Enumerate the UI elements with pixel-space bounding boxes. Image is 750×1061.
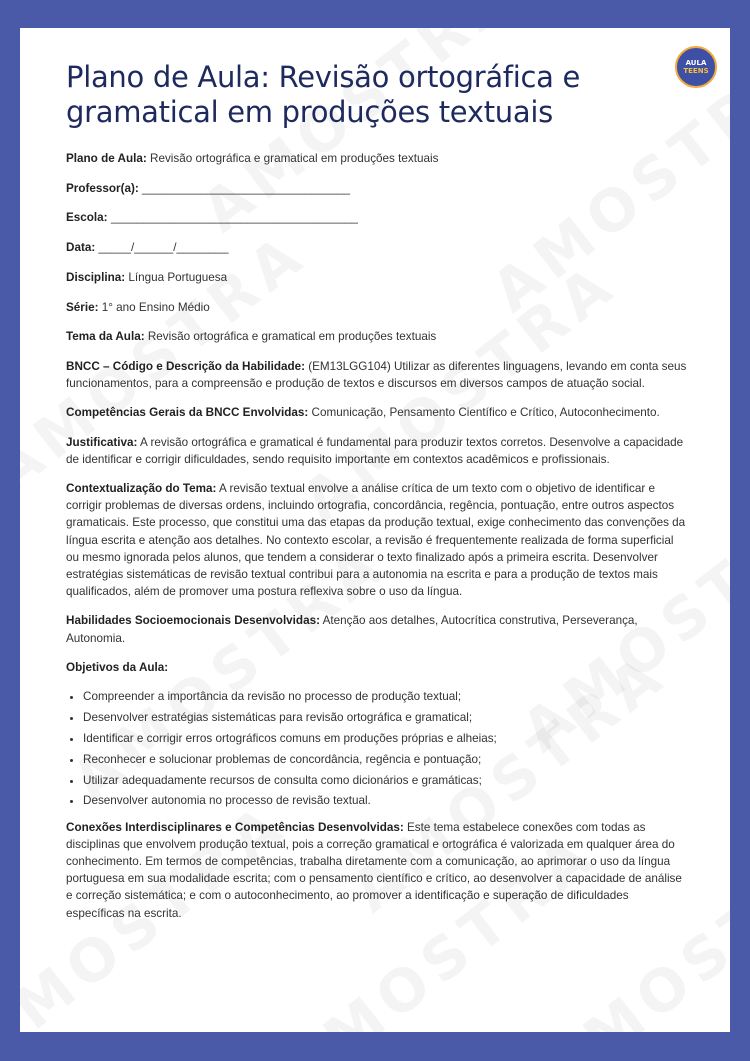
field-label: BNCC – Código e Descrição da Habilidade: [66,359,305,373]
field-value: ______________________________________ [107,211,358,225]
field-data [66,239,688,256]
field-value: _____/______/________ [95,241,229,255]
field-justificativa [66,434,688,468]
list-item: • Reconhecer e solucionar problemas de concordância, regência e pontuação; [83,751,688,768]
field-tema [66,328,688,345]
field-disciplina [66,269,688,286]
field-label: Objetivos da Aula: [66,660,169,674]
list-item: • Compreender a importância da revisão no processo de produção textual; [83,688,688,705]
field-value: Comunicação, Pensamento Científico e Crítico, Autoconhecimento. [308,406,660,420]
field-objetivos [66,659,688,676]
field-label: Escola: [66,211,108,225]
field-value: A revisão ortográfica e gramatical é fundamental para produzir textos corretos. Desenvolve a capacidade de identificar e corrigir dificuldades, sendo requisito importante em contextos acadêmicos e profissionais. [66,435,684,466]
lesson-content [66,150,688,934]
field-label: Conexões Interdisciplinares e Competências Desenvolvidas: [66,820,404,834]
list-item: • Desenvolver estratégias sistemáticas para revisão ortográfica e gramatical; [83,709,688,726]
field-value: Língua Portuguesa [125,270,228,284]
field-label: Habilidades Socioemocionais Desenvolvidas: [66,614,320,628]
field-serie [66,299,688,316]
logo-line1: AULA [685,59,707,67]
field-label: Contextualização do Tema: [66,481,217,495]
field-bncc [66,358,688,392]
field-value: Revisão ortográfica e gramatical em produções textuais [146,152,439,165]
field-value: Revisão ortográfica e gramatical em produções textuais [144,330,437,344]
field-label: Professor(a): [66,181,139,195]
field-habilidades [66,612,688,646]
logo-line2: TEENS [683,67,709,75]
field-contextualizacao [66,480,688,600]
field-value: ________________________________ [138,181,350,195]
field-value: Atenção aos detalhes, Autocrítica construtiva, Perseverança, Autonomia. [66,614,638,645]
field-value: (EM13LGG104) Utilizar as diferentes linguagens, levando em conta seus funcionamentos, para a compreensão e produção de textos e discursos em diversos campos de atuação social. [66,359,687,391]
field-value: 1° ano Ensino Médio [98,300,210,314]
list-item: • Utilizar adequadamente recursos de consulta como dicionários e gramáticas; [83,772,688,789]
list-item: • Desenvolver autonomia no processo de revisão textual. [83,792,688,809]
objetivos-list [66,688,688,810]
brand-logo [675,46,717,88]
document-page [20,28,730,1032]
field-conexoes [66,819,688,922]
field-label: Disciplina: [66,270,126,284]
field-label: Competências Gerais da BNCC Envolvidas: [66,406,309,420]
field-label: Série: [66,300,99,314]
field-value: Este tema estabelece conexões com todas as disciplinas que envolvem produção textual, pois a correção gramatical e ortográfica é valorizada em qualquer área do conhecimento. Em termos de competências, trabalha diretamente com a comunicação, ao aprimorar o uso da língua portuguesa em sua modalidade escrita; com o pensamento científico e crítico, ao desenvolver a capacidade de análise e correção sistemática; e com o autoconhecimento, ao promover a identificação e superação de dificuldades específicas na escrita. [66,820,682,920]
field-label: Justificativa: [66,435,138,449]
field-value: A revisão textual envolve a análise crítica de um texto com o objetivo de identificar e corrigir problemas de diversas ordens, incluindo ortografia, concordância, regência, pontuação, entre outros aspectos gramaticais. Este processo, que constitui uma das etapas da produção textual, exige conhecimento das convenções da língua escrita e atenção aos detalhes. No contexto escolar, a revisão é frequentemente realizada de forma superficial ou mesmo ignorada pelos alunos, que tendem a considerar o texto finalizado após a primeira escrita. Desenvolver estratégias sistemáticas de revisão textual contribui para a autonomia na escrita e para a produção de textos mais qualificados, além de promover uma postura reflexiva sobre o uso da língua. [66,481,686,599]
field-label: Tema da Aula: [66,330,145,344]
field-label: Data: [66,241,96,255]
field-plano [66,150,688,167]
page-title: Plano de Aula: Revisão ortográfica e gramatical em produções textuais [66,60,581,129]
field-label: Plano de Aula: [66,152,147,165]
list-item: • Identificar e corrigir erros ortográficos comuns em produções próprias e alheias; [83,730,688,747]
field-professor [66,180,688,197]
field-escola [66,209,688,226]
field-competencias [66,404,688,421]
